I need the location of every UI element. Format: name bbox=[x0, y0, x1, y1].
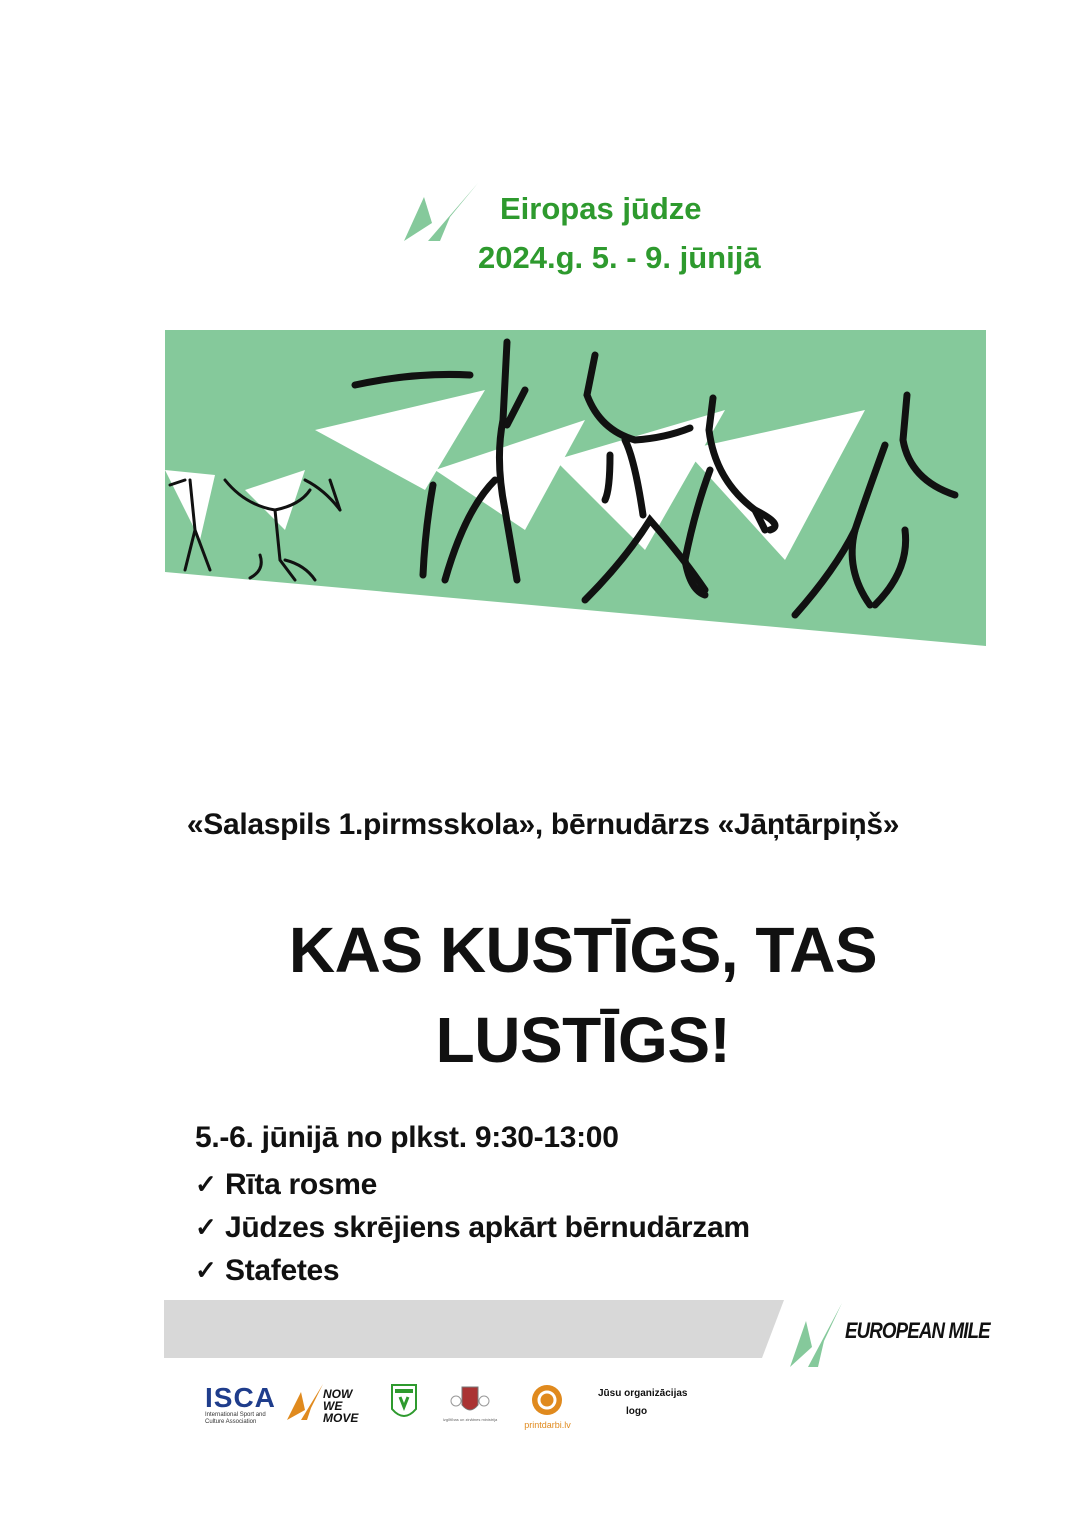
your-logo-line-2: logo bbox=[626, 1406, 648, 1417]
list-item bbox=[195, 1163, 750, 1206]
your-organization-logo-placeholder bbox=[598, 1385, 693, 1421]
runners-banner-illustration bbox=[165, 330, 986, 646]
ministry-crest-logo bbox=[440, 1383, 500, 1428]
schedule-time: 5.-6. jūnijā no plkst. 9:30-13:00 bbox=[195, 1121, 619, 1154]
event-title: Eiropas jūdze bbox=[500, 191, 702, 226]
european-mile-logo-icon bbox=[404, 183, 478, 243]
now-we-move-text-1: NOW bbox=[323, 1387, 353, 1401]
printdarbi-text: printdarbi.lv bbox=[524, 1420, 571, 1430]
headline-line-1: KAS KUSTĪGS, TAS bbox=[288, 914, 878, 986]
printdarbi-logo bbox=[520, 1380, 575, 1435]
shield-icon bbox=[390, 1383, 418, 1423]
activity-label: Rīta rosme bbox=[225, 1168, 378, 1201]
your-logo-line-1: Jūsu organizācijas bbox=[598, 1388, 688, 1399]
headline-line-2: LUSTĪGS! bbox=[435, 1004, 731, 1076]
now-we-move-icon bbox=[287, 1384, 323, 1420]
isca-logo-subtitle: International Sport and Culture Association bbox=[205, 1412, 266, 1425]
crest-icon bbox=[440, 1383, 500, 1417]
activity-label: Jūdzes skrējiens apkārt bērnudārzam bbox=[225, 1211, 750, 1244]
list-item bbox=[195, 1249, 750, 1292]
printdarbi-icon bbox=[520, 1380, 575, 1420]
now-we-move-text-2: WE MOVE bbox=[323, 1399, 359, 1425]
european-mile-text: EUROPEAN MILE bbox=[845, 1318, 990, 1343]
isca-logo bbox=[205, 1384, 280, 1429]
isca-logo-text: ISCA bbox=[205, 1382, 276, 1413]
activity-label: Stafetes bbox=[225, 1254, 340, 1287]
checkmark-icon: ✓ bbox=[195, 1212, 217, 1242]
now-we-move-logo bbox=[287, 1384, 372, 1425]
european-mile-footer-logo-icon bbox=[790, 1303, 842, 1367]
headline bbox=[0, 905, 1086, 1085]
footer-gray-band bbox=[164, 1300, 784, 1358]
activities-list bbox=[195, 1163, 750, 1292]
checkmark-icon: ✓ bbox=[195, 1169, 217, 1199]
crest-caption: Izglītības un zinātnes ministrija bbox=[442, 1417, 498, 1422]
organizer-name: «Salaspils 1.pirmsskola», bērnudārzs «Jāņtārpiņš» bbox=[186, 808, 900, 841]
list-item bbox=[195, 1206, 750, 1249]
checkmark-icon: ✓ bbox=[195, 1255, 217, 1285]
event-dates: 2024.g. 5. - 9. jūnijā bbox=[478, 240, 761, 275]
